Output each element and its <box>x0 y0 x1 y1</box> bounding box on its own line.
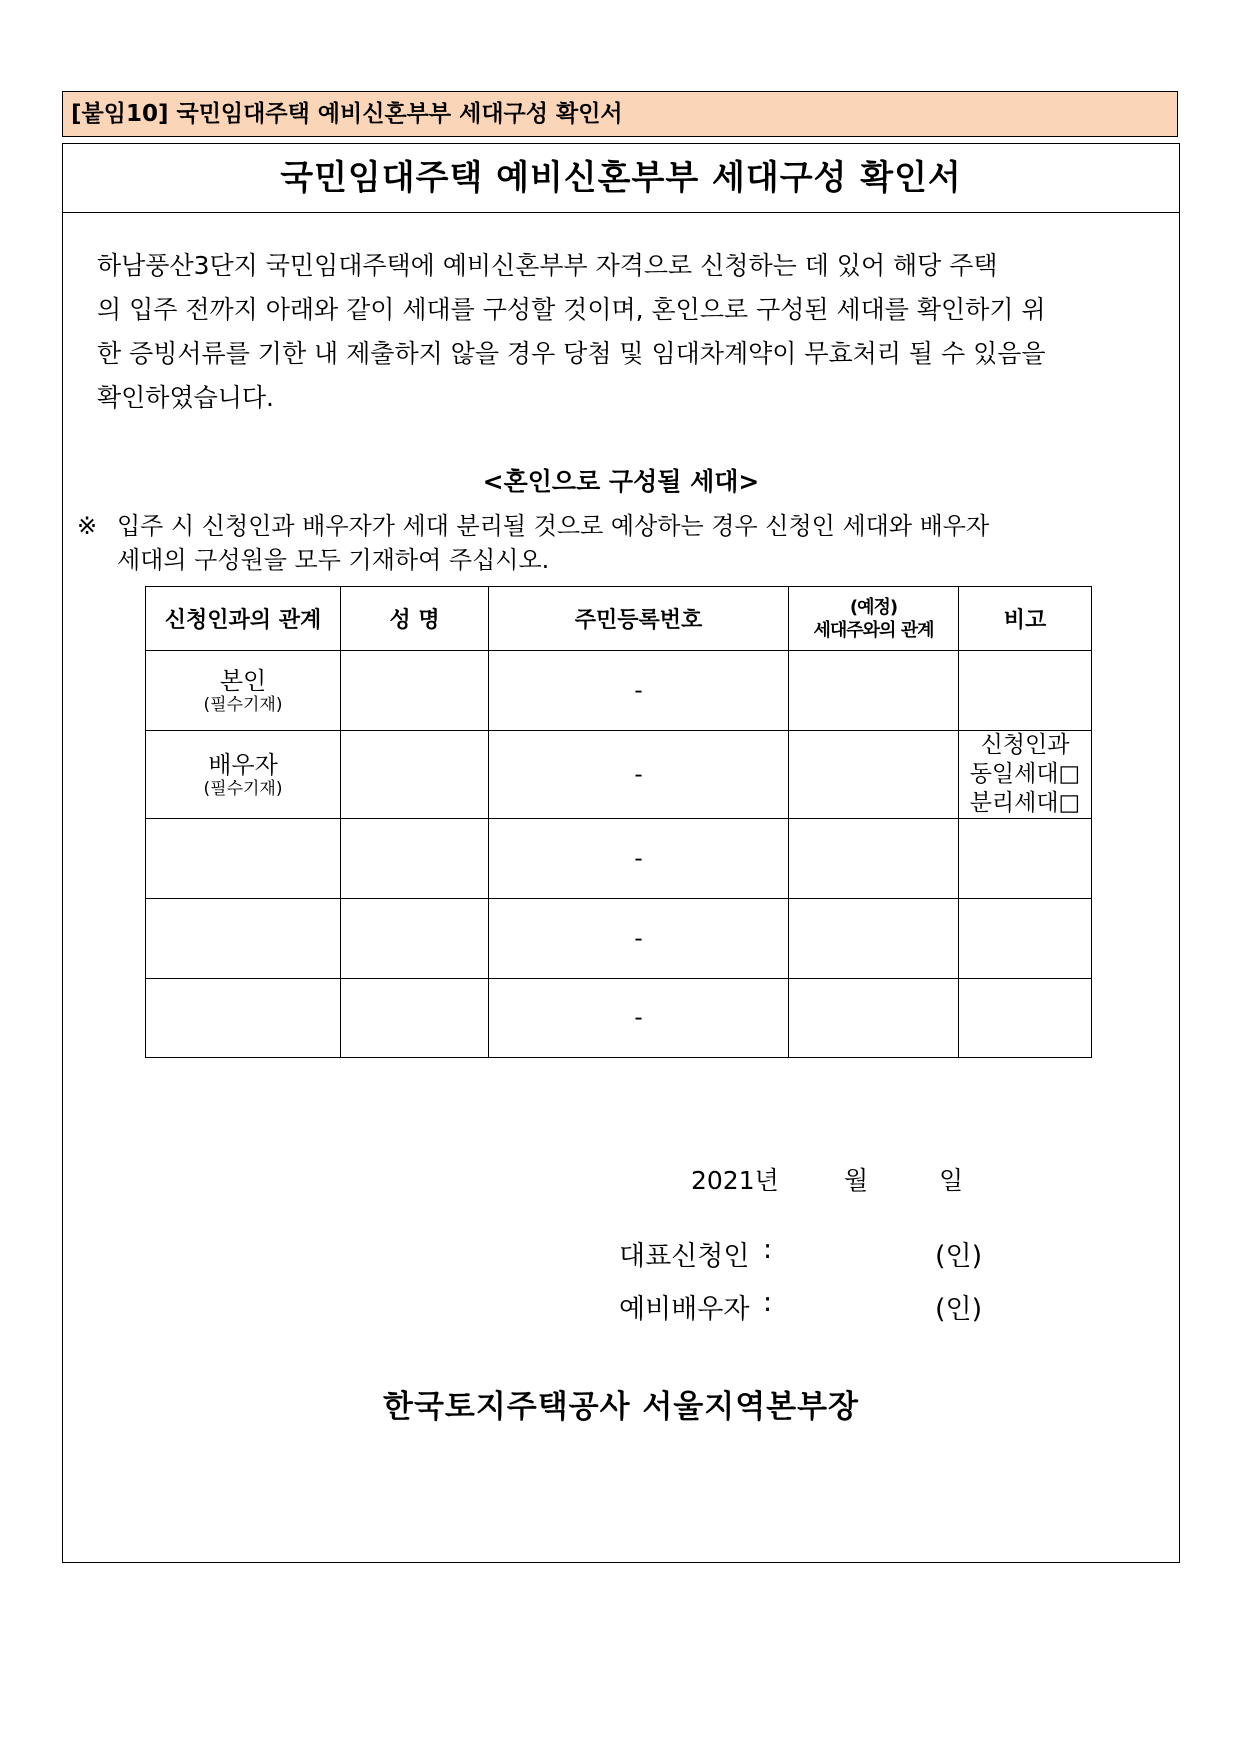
statement-line: 하남풍산3단지 국민임대주택에 예비신혼부부 자격으로 신청하는 데 있어 해당 주택 <box>97 251 998 280</box>
colon: : <box>763 1234 773 1265</box>
same-household-checkbox[interactable]: 동일세대□ <box>969 761 1081 787</box>
relation-cell[interactable] <box>146 819 341 899</box>
remark-line: 신청인과 <box>980 732 1070 758</box>
note-mark: ※ <box>77 512 98 540</box>
form-title: 국민임대주택 예비신혼부부 세대구성 확인서 <box>63 144 1179 213</box>
header-remark: 비고 <box>959 587 1092 651</box>
relation-cell[interactable] <box>146 731 341 819</box>
household-relation-cell[interactable] <box>789 899 959 979</box>
id-number-cell[interactable]: - <box>489 731 789 819</box>
header-name: 성 명 <box>341 587 489 651</box>
remark-cell[interactable] <box>959 819 1092 899</box>
header-household-relation-line: 세대주와의 관계 <box>813 619 934 641</box>
id-number-cell[interactable]: - <box>489 899 789 979</box>
table-row <box>146 899 1092 979</box>
statement-line: 의 입주 전까지 아래와 같이 세대를 구성할 것이며, 혼인으로 구성된 세대를 확인하기 위 <box>97 295 1046 324</box>
statement-paragraph <box>97 244 1151 420</box>
relation-note: (필수기재) <box>203 694 283 715</box>
household-table <box>145 586 1092 1058</box>
relation-note: (필수기재) <box>203 778 283 799</box>
relation-text: 배우자 <box>208 750 278 779</box>
table-row <box>146 979 1092 1058</box>
seal-mark[interactable]: (인) <box>935 1241 983 1272</box>
household-relation-cell[interactable] <box>789 731 959 819</box>
table-row <box>146 819 1092 899</box>
separate-household-checkbox[interactable]: 분리세대□ <box>969 790 1081 816</box>
id-number-cell[interactable]: - <box>489 979 789 1058</box>
id-number-cell[interactable]: - <box>489 819 789 899</box>
name-cell[interactable] <box>341 819 489 899</box>
note <box>77 509 1157 577</box>
relation-cell[interactable] <box>146 899 341 979</box>
representative-label: 대표신청인 <box>619 1241 750 1272</box>
household-relation-cell[interactable] <box>789 651 959 731</box>
authority-name: 한국토지주택공사 서울지역본부장 <box>383 1389 859 1425</box>
remark-cell[interactable] <box>959 979 1092 1058</box>
remark-cell[interactable] <box>959 899 1092 979</box>
table-header-row <box>146 587 1092 651</box>
spouse-label: 예비배우자 <box>619 1294 750 1325</box>
relation-text: 본인 <box>219 666 267 695</box>
household-relation-cell[interactable] <box>789 979 959 1058</box>
header-id-number: 주민등록번호 <box>489 587 789 651</box>
header-household-relation <box>789 587 959 651</box>
name-cell[interactable] <box>341 899 489 979</box>
household-relation-cell[interactable] <box>789 819 959 899</box>
confirmation-form <box>62 143 1180 1563</box>
note-line: 입주 시 신청인과 배우자가 세대 분리될 것으로 예상하는 경우 신청인 세대와 배우자 <box>117 512 990 540</box>
statement-line: 확인하였습니다. <box>97 383 274 412</box>
table-row <box>146 651 1092 731</box>
remark-cell[interactable] <box>959 651 1092 731</box>
date-year[interactable]: 2021년 <box>691 1166 779 1195</box>
relation-cell[interactable] <box>146 979 341 1058</box>
name-cell[interactable] <box>341 651 489 731</box>
table-row <box>146 731 1092 819</box>
statement-line: 한 증빙서류를 기한 내 제출하지 않을 경우 당첨 및 임대차계약이 무효처리 될 수 있음을 <box>97 339 1046 368</box>
name-cell[interactable] <box>341 979 489 1058</box>
relation-cell[interactable] <box>146 651 341 731</box>
date-month[interactable]: 월 <box>844 1166 869 1195</box>
colon: : <box>763 1287 773 1318</box>
section-title: <혼인으로 구성될 세대> <box>482 467 760 496</box>
header-household-relation-line: (예정) <box>849 596 898 618</box>
attachment-header: [붙임10] 국민임대주택 예비신혼부부 세대구성 확인서 <box>62 91 1178 137</box>
date-day[interactable]: 일 <box>939 1166 964 1195</box>
header-relation: 신청인과의 관계 <box>146 587 341 651</box>
id-number-cell[interactable]: - <box>489 651 789 731</box>
note-line: 세대의 구성원을 모두 기재하여 주십시오. <box>117 546 550 574</box>
remark-cell[interactable] <box>959 731 1092 819</box>
name-cell[interactable] <box>341 731 489 819</box>
seal-mark[interactable]: (인) <box>935 1294 983 1325</box>
